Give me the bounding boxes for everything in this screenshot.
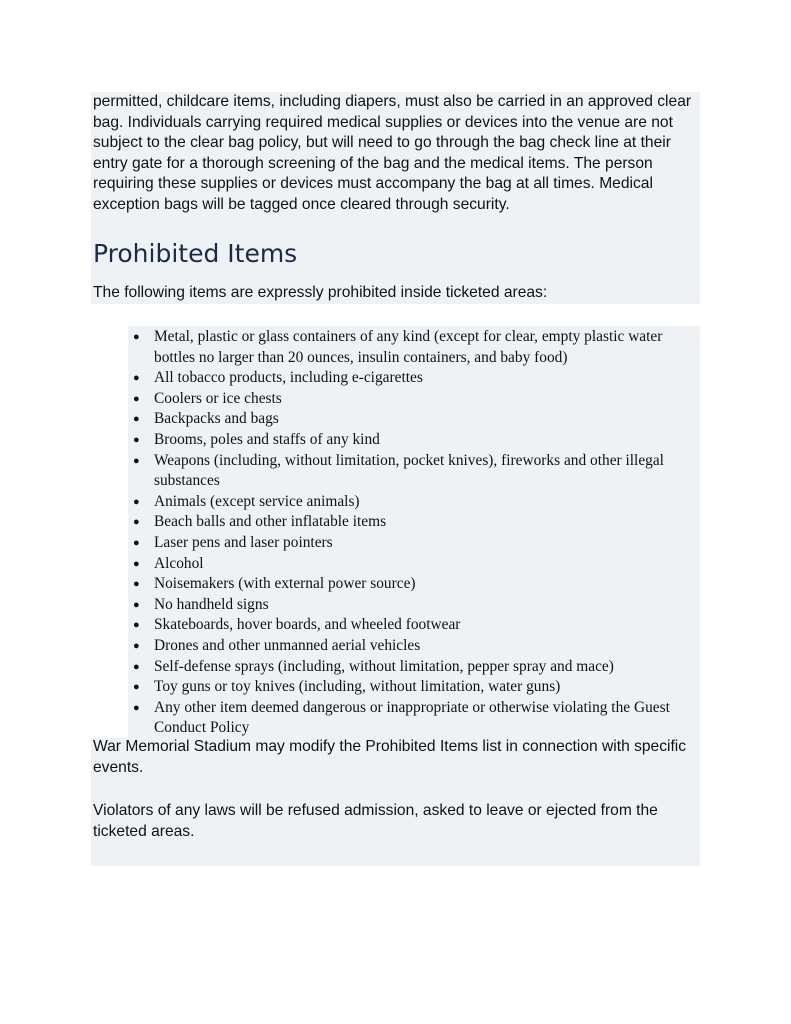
list-item [130,368,690,389]
bullet-icon: ● [133,619,140,632]
list-item [130,698,690,739]
list-item [130,512,690,533]
list-item [130,595,690,616]
list-item-text: Alcohol [154,554,204,572]
list-item-text: Skateboards, hover boards, and wheeled footwear [154,616,461,634]
bullet-icon: ● [133,413,140,426]
bullet-icon: ● [133,331,140,343]
prohibited-items-list [130,327,690,739]
list-item-text: Self-defense sprays (including, without limitation, pepper spray and mace) [154,657,614,675]
list-item-text: Brooms, poles and staffs of any kind [154,430,380,448]
list-item-text: Metal, plastic or glass containers of any kind (except for clear, empty plastic water bottles no larger than 20 ounces, insulin containers, and baby food) [154,328,663,366]
list-item-text: Backpacks and bags [154,410,279,428]
intro-paragraph: permitted, childcare items, including diapers, must also be carried in an approved clear bag. Individuals carrying required medical supplies or devices into the venue are not subject to the clear bag policy, but will need to go through the bag check line at their entry gate for a thorough screening of the bag and the medical items. The person requiring these supplies or devices must accompany the bag at all times. Medical exception bags will be tagged once cleared through security. [93,93,692,213]
list-item [130,409,690,430]
section-intro: The following items are expressly prohibited inside ticketed areas: [93,284,548,301]
list-item [130,636,690,657]
bullet-icon: ● [133,495,140,508]
list-item-text: Beach balls and other inflatable items [154,513,387,531]
list-item [130,327,690,368]
section-heading: Prohibited Items [93,239,298,268]
list-item [130,533,690,554]
bullet-icon: ● [133,557,140,570]
list-item-text: No handheld signs [154,595,269,613]
list-item [130,451,690,492]
list-item-text: Noisemakers (with external power source) [154,575,416,593]
list-item-text: Animals (except service animals) [154,492,360,510]
list-item [130,574,690,595]
list-item [130,657,690,678]
list-item [130,554,690,575]
violators-note: Violators of any laws will be refused admission, asked to leave or ejected from the ticketed areas. [93,802,658,840]
bullet-icon: ● [133,639,140,652]
bullet-icon: ● [133,536,140,549]
bullet-icon: ● [133,701,140,714]
list-item-text: Coolers or ice chests [154,389,282,407]
bullet-icon: ● [133,516,140,529]
bullet-icon: ● [133,433,140,446]
bullet-icon: ● [133,392,140,405]
list-item-text: Laser pens and laser pointers [154,533,333,551]
bullet-icon: ● [133,598,140,611]
modify-note: War Memorial Stadium may modify the Prohibited Items list in connection with specific events. [93,738,687,776]
bullet-icon: ● [133,578,140,591]
list-item-text: Any other item deemed dangerous or inappropriate or otherwise violating the Guest Conduct Policy [154,698,670,737]
list-item [130,430,690,451]
list-item [130,615,690,636]
bullet-icon: ● [133,660,140,673]
list-item [130,389,690,410]
list-item-text: Drones and other unmanned aerial vehicles [154,636,421,654]
list-item-text: All tobacco products, including e-cigarettes [154,369,423,387]
list-item-text: Weapons (including, without limitation, pocket knives), fireworks and other illegal substances [154,451,664,490]
bullet-icon: ● [133,372,140,385]
list-item [130,677,690,698]
bullet-icon: ● [133,681,140,694]
list-item-text: Toy guns or toy knives (including, without limitation, water guns) [154,678,561,696]
list-item [130,492,690,513]
bullet-icon: ● [133,454,140,467]
